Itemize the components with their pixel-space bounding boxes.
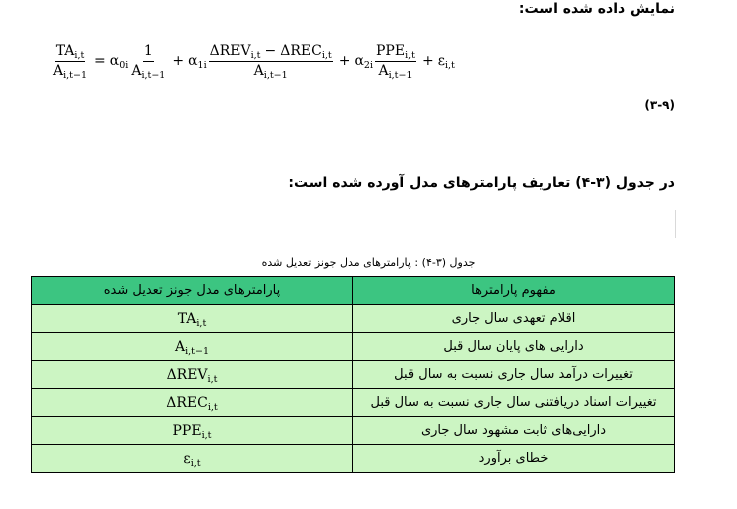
table-row <box>32 361 675 389</box>
term2-denominator: A <box>253 62 264 79</box>
term2-numerator-rec: ΔREC <box>280 42 322 59</box>
equals-sign: = <box>94 53 106 69</box>
minus-sign: − <box>264 42 277 59</box>
term3-fraction: $\frac{PPE_{i,t}}{A_{i,t-1}}$ <box>376 42 415 81</box>
term1-fraction: $\frac{1}{A_{i,t-1}}$ <box>131 42 166 81</box>
plus-sign-2: + <box>338 53 351 69</box>
symbol-cell: $A_{i,t-1}$ <box>32 333 353 361</box>
concept-cell: تغییرات درآمد سال جاری نسبت به سال قبل <box>353 361 675 389</box>
plus-sign-3: + <box>421 53 434 69</box>
lhs-numerator: TA <box>55 42 75 59</box>
lhs-denominator-subscript: i,t−1 <box>63 69 88 81</box>
term2-numerator-rev: ΔREV <box>209 42 251 59</box>
symbol-cell: $\Delta REV_{i,t}$ <box>32 361 353 389</box>
coefficient-alpha-1: $\alpha_{1i}$ <box>188 53 207 71</box>
table-row <box>32 389 675 417</box>
symbol-cell: $\varepsilon_{i,t}$ <box>32 445 353 473</box>
table-row <box>32 333 675 361</box>
intro-text: نمایش داده شده است: <box>518 1 675 17</box>
parameters-table <box>31 276 675 473</box>
term1-numerator: 1 <box>143 42 153 59</box>
term1-denominator: A <box>131 62 142 79</box>
header-parameter: پارامترهای مدل جونز تعدیل شده <box>32 277 353 305</box>
equation-number: (۳-۹) <box>644 98 675 112</box>
paragraph-text: در جدول (۳-۴) تعاریف پارامترهای مدل آورده شده است: <box>288 175 675 191</box>
header-concept: مفهوم پارامترها <box>353 277 675 305</box>
coefficient-alpha-0: $\alpha_{0i}$ <box>109 53 129 71</box>
concept-cell: اقلام تعهدی سال جاری <box>353 305 675 333</box>
term3-numerator: PPE <box>376 42 406 59</box>
table-row <box>32 417 675 445</box>
equation <box>50 37 455 85</box>
table-header-row <box>32 277 675 305</box>
table-row <box>32 445 675 473</box>
concept-cell: دارایی های پایان سال قبل <box>353 333 675 361</box>
term3-denominator: A <box>378 62 389 79</box>
lhs-denominator: A <box>53 62 64 79</box>
concept-cell: دارایی‌های ثابت مشهود سال جاری <box>353 417 675 445</box>
lhs-fraction <box>52 44 88 79</box>
table-row <box>32 305 675 333</box>
plus-sign-1: + <box>172 53 185 69</box>
table-caption: جدول (۳-۴) : پارامترهای مدل جونز تعدیل شده <box>261 256 476 269</box>
symbol-cell: $PPE_{i,t}$ <box>32 417 353 445</box>
concept-cell: خطای برآورد <box>353 445 675 473</box>
text-cursor <box>675 210 676 238</box>
term2-fraction: $\frac{\Delta REV_{i,t} - \Delta REC_{i,t}}{A_{i,t-1}}$ <box>209 42 332 81</box>
lhs-numerator-subscript: i,t <box>74 49 85 61</box>
symbol-cell: $TA_{i,t}$ <box>32 305 353 333</box>
symbol-cell: $\Delta REC_{i,t}$ <box>32 389 353 417</box>
error-term: $\varepsilon_{i,t}$ <box>437 53 455 71</box>
coefficient-alpha-2: $\alpha_{2i}$ <box>354 53 374 71</box>
concept-cell: تغییرات اسناد دریافتنی سال جاری نسبت به سال قبل <box>353 389 675 417</box>
